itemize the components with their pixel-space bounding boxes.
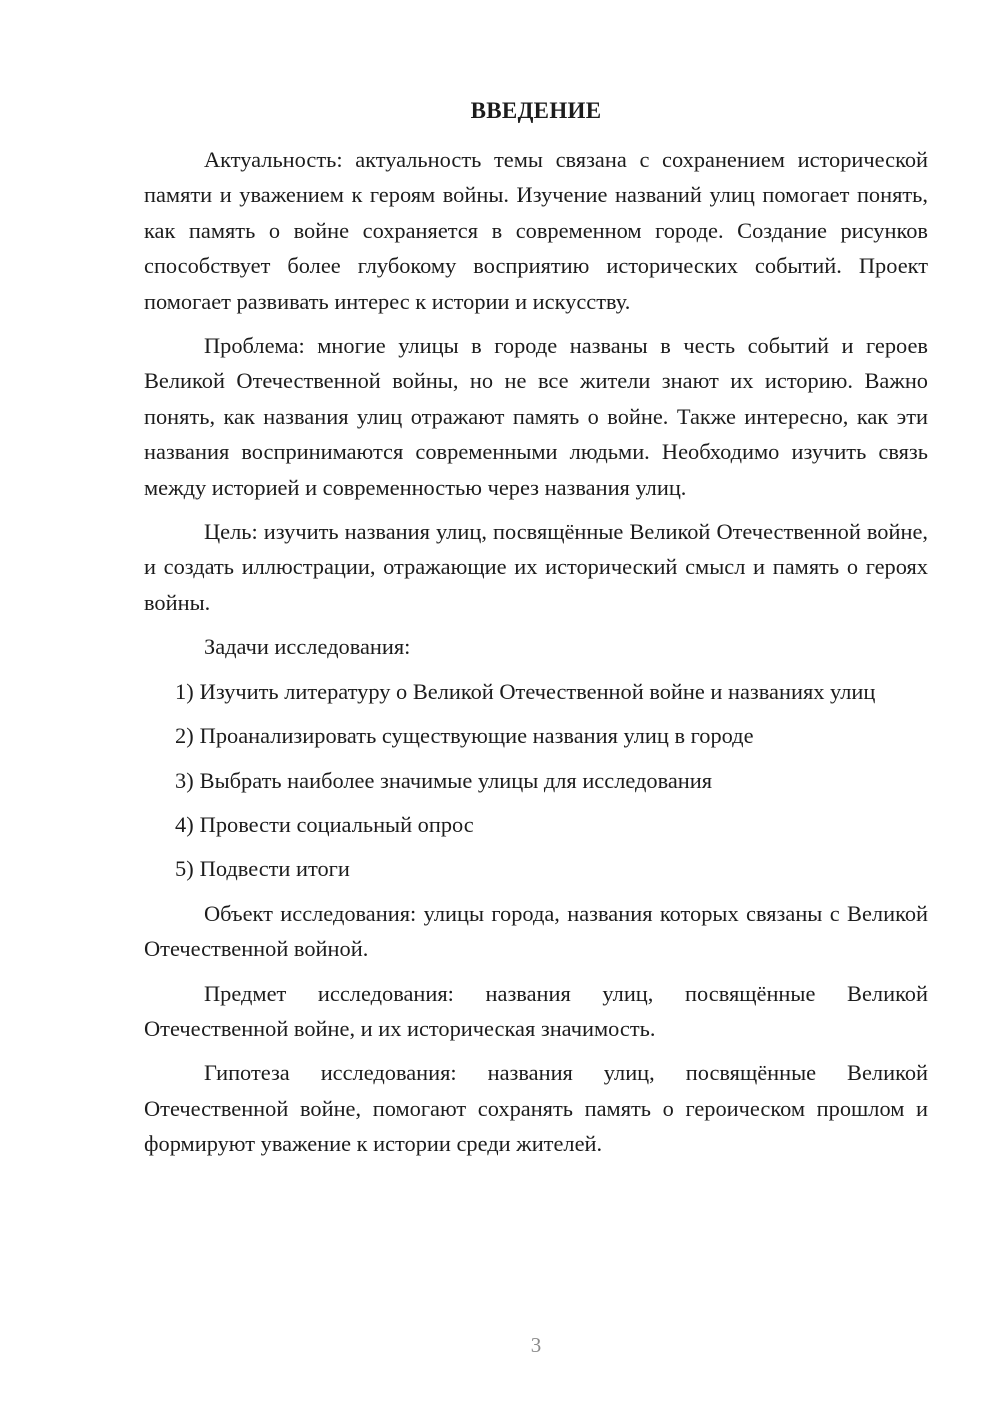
- paragraph-relevance: Актуальность: актуальность темы связана с сохранением исторической памяти и уважением к героям войны. Изучение названий улиц помогает понять, как память о войне сохраняется в современном городе. Создание рисунков способствует более глубокому восприятию исторических событий. Проект помогает развивать интерес к истории и искусству.: [144, 147, 928, 314]
- list-item-text: Подвести итоги: [199, 856, 350, 882]
- list-item: [144, 674, 928, 709]
- list-item-text: Изучить литературу о Великой Отечественной войне и названиях улиц: [199, 678, 876, 704]
- list-item: [144, 807, 928, 842]
- list-item-number: 4): [175, 811, 194, 837]
- paragraph-subject: Предмет исследования: названия улиц, посвящённые Великой Отечественной войне, и их историческая значимость.: [144, 980, 928, 1041]
- paragraph-object: Объект исследования: улицы города, названия которых связаны с Великой Отечественной войной.: [144, 900, 928, 962]
- list-item: [144, 763, 928, 798]
- list-item-text: Выбрать наиболее значимые улицы для исследования: [199, 767, 713, 793]
- list-item-number: 2): [175, 723, 194, 749]
- document-body: [144, 142, 928, 1171]
- list-item-text: Проанализировать существующие названия улиц в городе: [199, 723, 754, 749]
- list-item-number: 1): [175, 678, 194, 704]
- list-item-number: 5): [175, 856, 194, 882]
- list-item: [144, 718, 928, 753]
- document-page: [144, 0, 928, 1414]
- list-item-text: Провести социальный опрос: [199, 811, 474, 837]
- list-item-number: 3): [175, 767, 194, 793]
- paragraph-goal: Цель: изучить названия улиц, посвящённые Великой Отечественной войне, и создать иллюстрации, отражающие их исторический смысл и память о героях войны.: [144, 519, 928, 615]
- page-number: 3: [530, 1333, 542, 1357]
- tasks-heading: Задачи исследования:: [204, 634, 411, 660]
- paragraph-problem: Проблема: многие улицы в городе названы в честь событий и героев Великой Отечественной войны, но не все жители знают их историю. Важно понять, как названия улиц отражают память о войне. Также интересно, как эти названия воспринимаются современными людьми. Необходимо изучить связь между историей и современностью через названия улиц.: [144, 333, 928, 500]
- list-item: [144, 851, 928, 886]
- paragraph-hypothesis: Гипотеза исследования: названия улиц, посвящённые Великой Отечественной войне, помогают сохранять память о героическом прошлом и формируют уважение к истории среди жителей.: [144, 1060, 928, 1157]
- page-title: ВВЕДЕНИЕ: [470, 98, 602, 123]
